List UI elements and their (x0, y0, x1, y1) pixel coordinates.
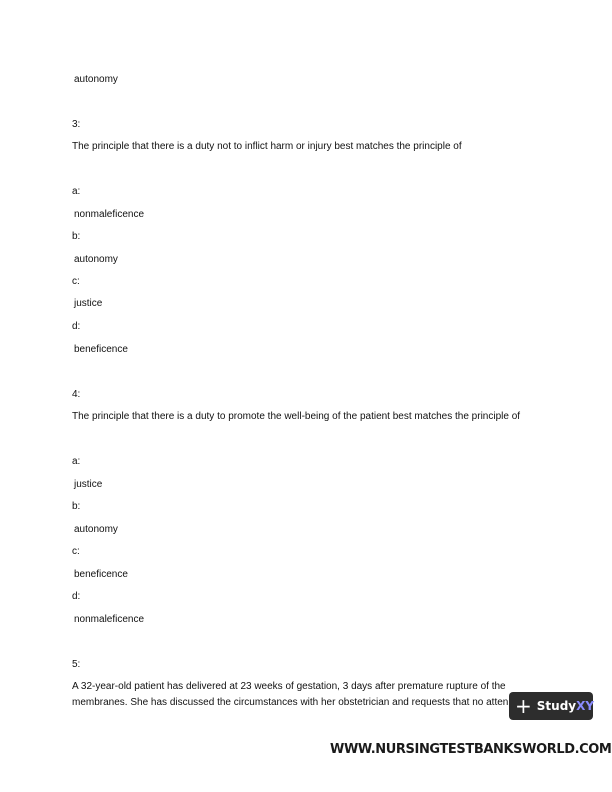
studyxy-brand-main: Study (536, 699, 577, 713)
question-4-prompt: The principle that there is a duty to promote the well-being of the patient best matches the principle of (72, 411, 521, 422)
previous-answer-text: autonomy (74, 74, 118, 85)
question-4-option-c-label: c: (72, 546, 80, 557)
question-3-option-c-label: c: (72, 276, 80, 287)
studyxy-brand-accent: XY (576, 699, 595, 713)
question-4-option-b-label: b: (72, 501, 81, 512)
question-5-number: 5: (72, 659, 81, 670)
question-3-option-b-text: autonomy (74, 254, 118, 265)
question-3-option-a-text: nonmaleficence (74, 209, 145, 220)
question-3-option-d-text: beneficence (74, 344, 128, 355)
question-4-option-d-text: nonmaleficence (74, 614, 145, 625)
question-3-option-a-label: a: (72, 186, 81, 197)
question-3-option-c-text: justice (74, 298, 103, 309)
question-3-prompt: The principle that there is a duty not to inflict harm or injury best matches the principle of (72, 141, 462, 152)
question-4-option-b-text: autonomy (74, 524, 118, 535)
question-4-option-d-label: d: (72, 591, 81, 602)
question-4-option-a-label: a: (72, 456, 81, 467)
question-3-option-b-label: b: (72, 231, 81, 242)
studyxy-badge[interactable] (509, 692, 593, 720)
footer-website: WWW.NURSINGTESTBANKSWORLD.COM (330, 742, 612, 757)
plus-icon: + (515, 694, 532, 718)
question-4-option-c-text: beneficence (74, 569, 128, 580)
question-3-number: 3: (72, 119, 81, 130)
question-5-prompt-line-2: membranes. She has discussed the circumstances with her obstetrician and requests that no atten (72, 697, 509, 708)
question-3-option-d-label: d: (72, 321, 81, 332)
question-4-number: 4: (72, 389, 81, 400)
question-4-option-a-text: justice (74, 479, 103, 490)
question-5-prompt-line-1: A 32-year-old patient has delivered at 23 weeks of gestation, 3 days after premature rupture of the (72, 681, 506, 692)
